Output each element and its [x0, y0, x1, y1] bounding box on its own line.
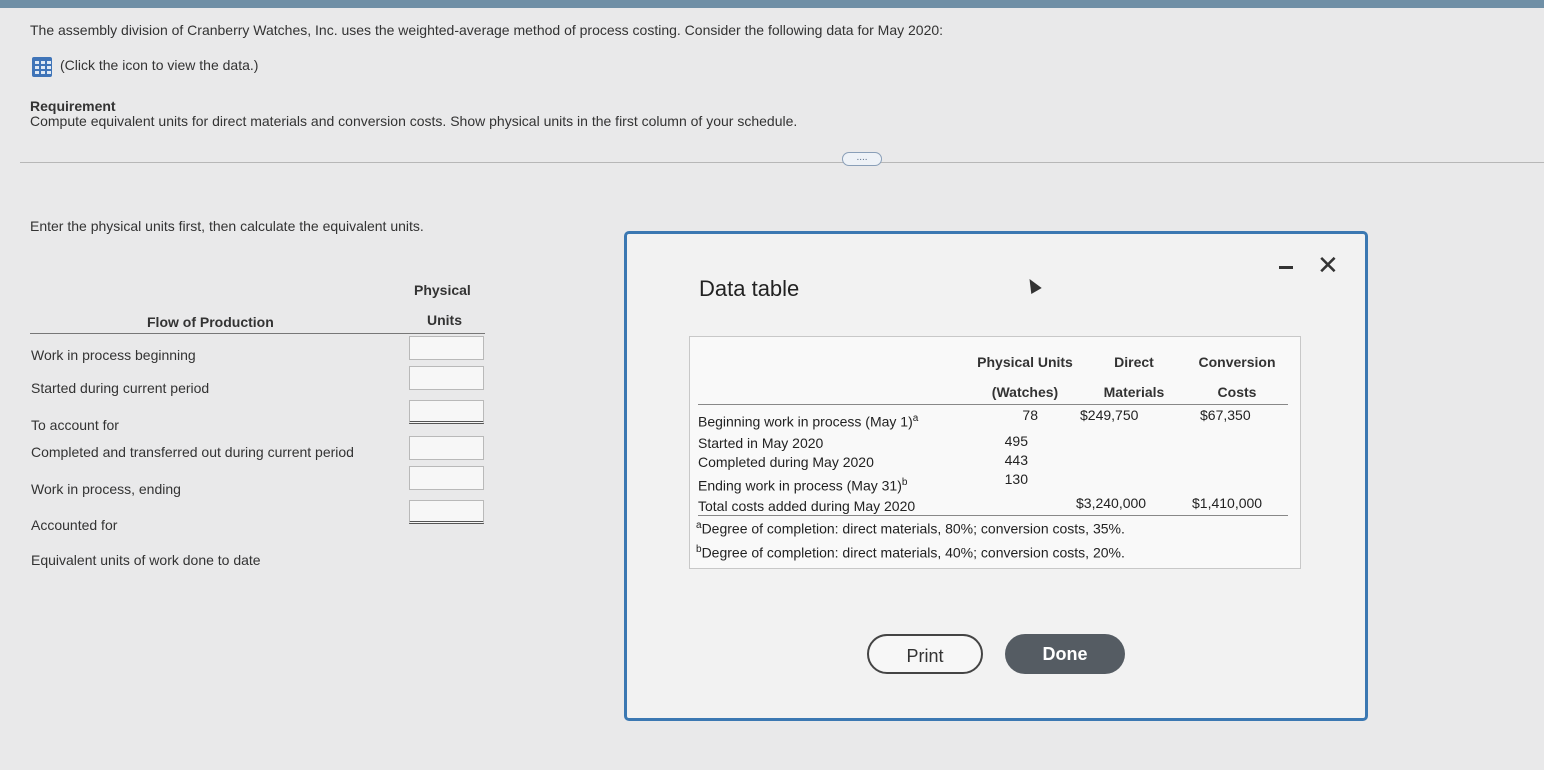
data-table-icon[interactable]: [32, 57, 52, 77]
row-dm: $3,240,000: [1076, 495, 1147, 511]
physical-header-2: Units: [427, 312, 462, 328]
completed-units-input[interactable]: [409, 436, 484, 460]
row-cc: $67,350: [1200, 407, 1251, 423]
row-accounted-for: Accounted for: [31, 517, 118, 533]
row-equivalent-units: Equivalent units of work done to date: [31, 552, 261, 568]
col-conversion-costs-1: Conversion: [1198, 354, 1276, 370]
print-button[interactable]: Print: [867, 634, 983, 674]
row-wip-beginning: Work in process beginning: [31, 347, 196, 363]
col-conversion-costs-2: Costs: [1217, 384, 1257, 400]
col-physical-units-2: (Watches): [991, 384, 1059, 400]
row-label: Total costs added during May 2020: [698, 498, 916, 514]
to-account-for-units-input[interactable]: [409, 400, 484, 424]
schedule-header-line: [30, 333, 485, 334]
row-units: 495: [1004, 433, 1028, 449]
row-to-account-for: To account for: [31, 417, 119, 433]
row-dm: $249,750: [1080, 407, 1139, 423]
row-label: Ending work in process (May 31)$^b$: [698, 477, 908, 494]
wip-ending-units-input[interactable]: [409, 466, 484, 490]
data-table: [689, 336, 1301, 569]
row-label: Beginning work in process (May 1)$^a$: [698, 413, 919, 430]
done-button[interactable]: Done: [1005, 634, 1125, 674]
minimize-icon[interactable]: [1279, 266, 1293, 269]
data-link[interactable]: (Click the icon to view the data.): [60, 57, 259, 73]
accounted-for-units-input[interactable]: [409, 500, 484, 524]
requirement-heading: Requirement: [30, 98, 116, 114]
row-cc: $1,410,000: [1192, 495, 1263, 511]
row-units: 130: [1004, 471, 1028, 487]
started-units-input[interactable]: [409, 366, 484, 390]
intro-text: The assembly division of Cranberry Watches, Inc. uses the weighted-average method of process costing. Consider the following data for May 2020:: [30, 22, 944, 38]
flow-header: Flow of Production: [147, 314, 274, 330]
row-label: Started in May 2020: [698, 435, 824, 451]
requirement-text: Compute equivalent units for direct materials and conversion costs. Show physical units in the first column of your schedule.: [30, 113, 798, 129]
section-divider: [20, 162, 1544, 163]
col-direct-materials-1: Direct: [1114, 354, 1154, 370]
modal-title: Data table: [699, 276, 800, 301]
top-bar: [0, 0, 1544, 8]
mouse-cursor-icon: [1024, 276, 1041, 294]
col-physical-units-1: Physical Units: [977, 354, 1073, 370]
data-table-modal: [624, 231, 1368, 721]
close-icon[interactable]: ✕: [1317, 250, 1339, 280]
wip-beginning-units-input[interactable]: [409, 336, 484, 360]
footnote-b: $^b$Degree of completion: direct materials, 40%; conversion costs, 20%.: [696, 544, 1125, 561]
header-rule: [698, 404, 1288, 405]
expand-button[interactable]: ....: [842, 152, 882, 166]
row-completed-transferred: Completed and transferred out during current period: [31, 444, 354, 460]
physical-header-1: Physical: [414, 282, 471, 298]
footnote-a: $^a$Degree of completion: direct materials, 80%; conversion costs, 35%.: [696, 520, 1125, 537]
row-label: Completed during May 2020: [698, 454, 874, 470]
row-wip-ending: Work in process, ending: [31, 481, 181, 497]
row-units: 78: [1022, 407, 1038, 423]
row-units: 443: [1004, 452, 1028, 468]
row-started: Started during current period: [31, 380, 210, 396]
total-rule: [698, 515, 1288, 516]
col-direct-materials-2: Materials: [1103, 384, 1165, 400]
instruction-text: Enter the physical units first, then calculate the equivalent units.: [30, 218, 424, 234]
